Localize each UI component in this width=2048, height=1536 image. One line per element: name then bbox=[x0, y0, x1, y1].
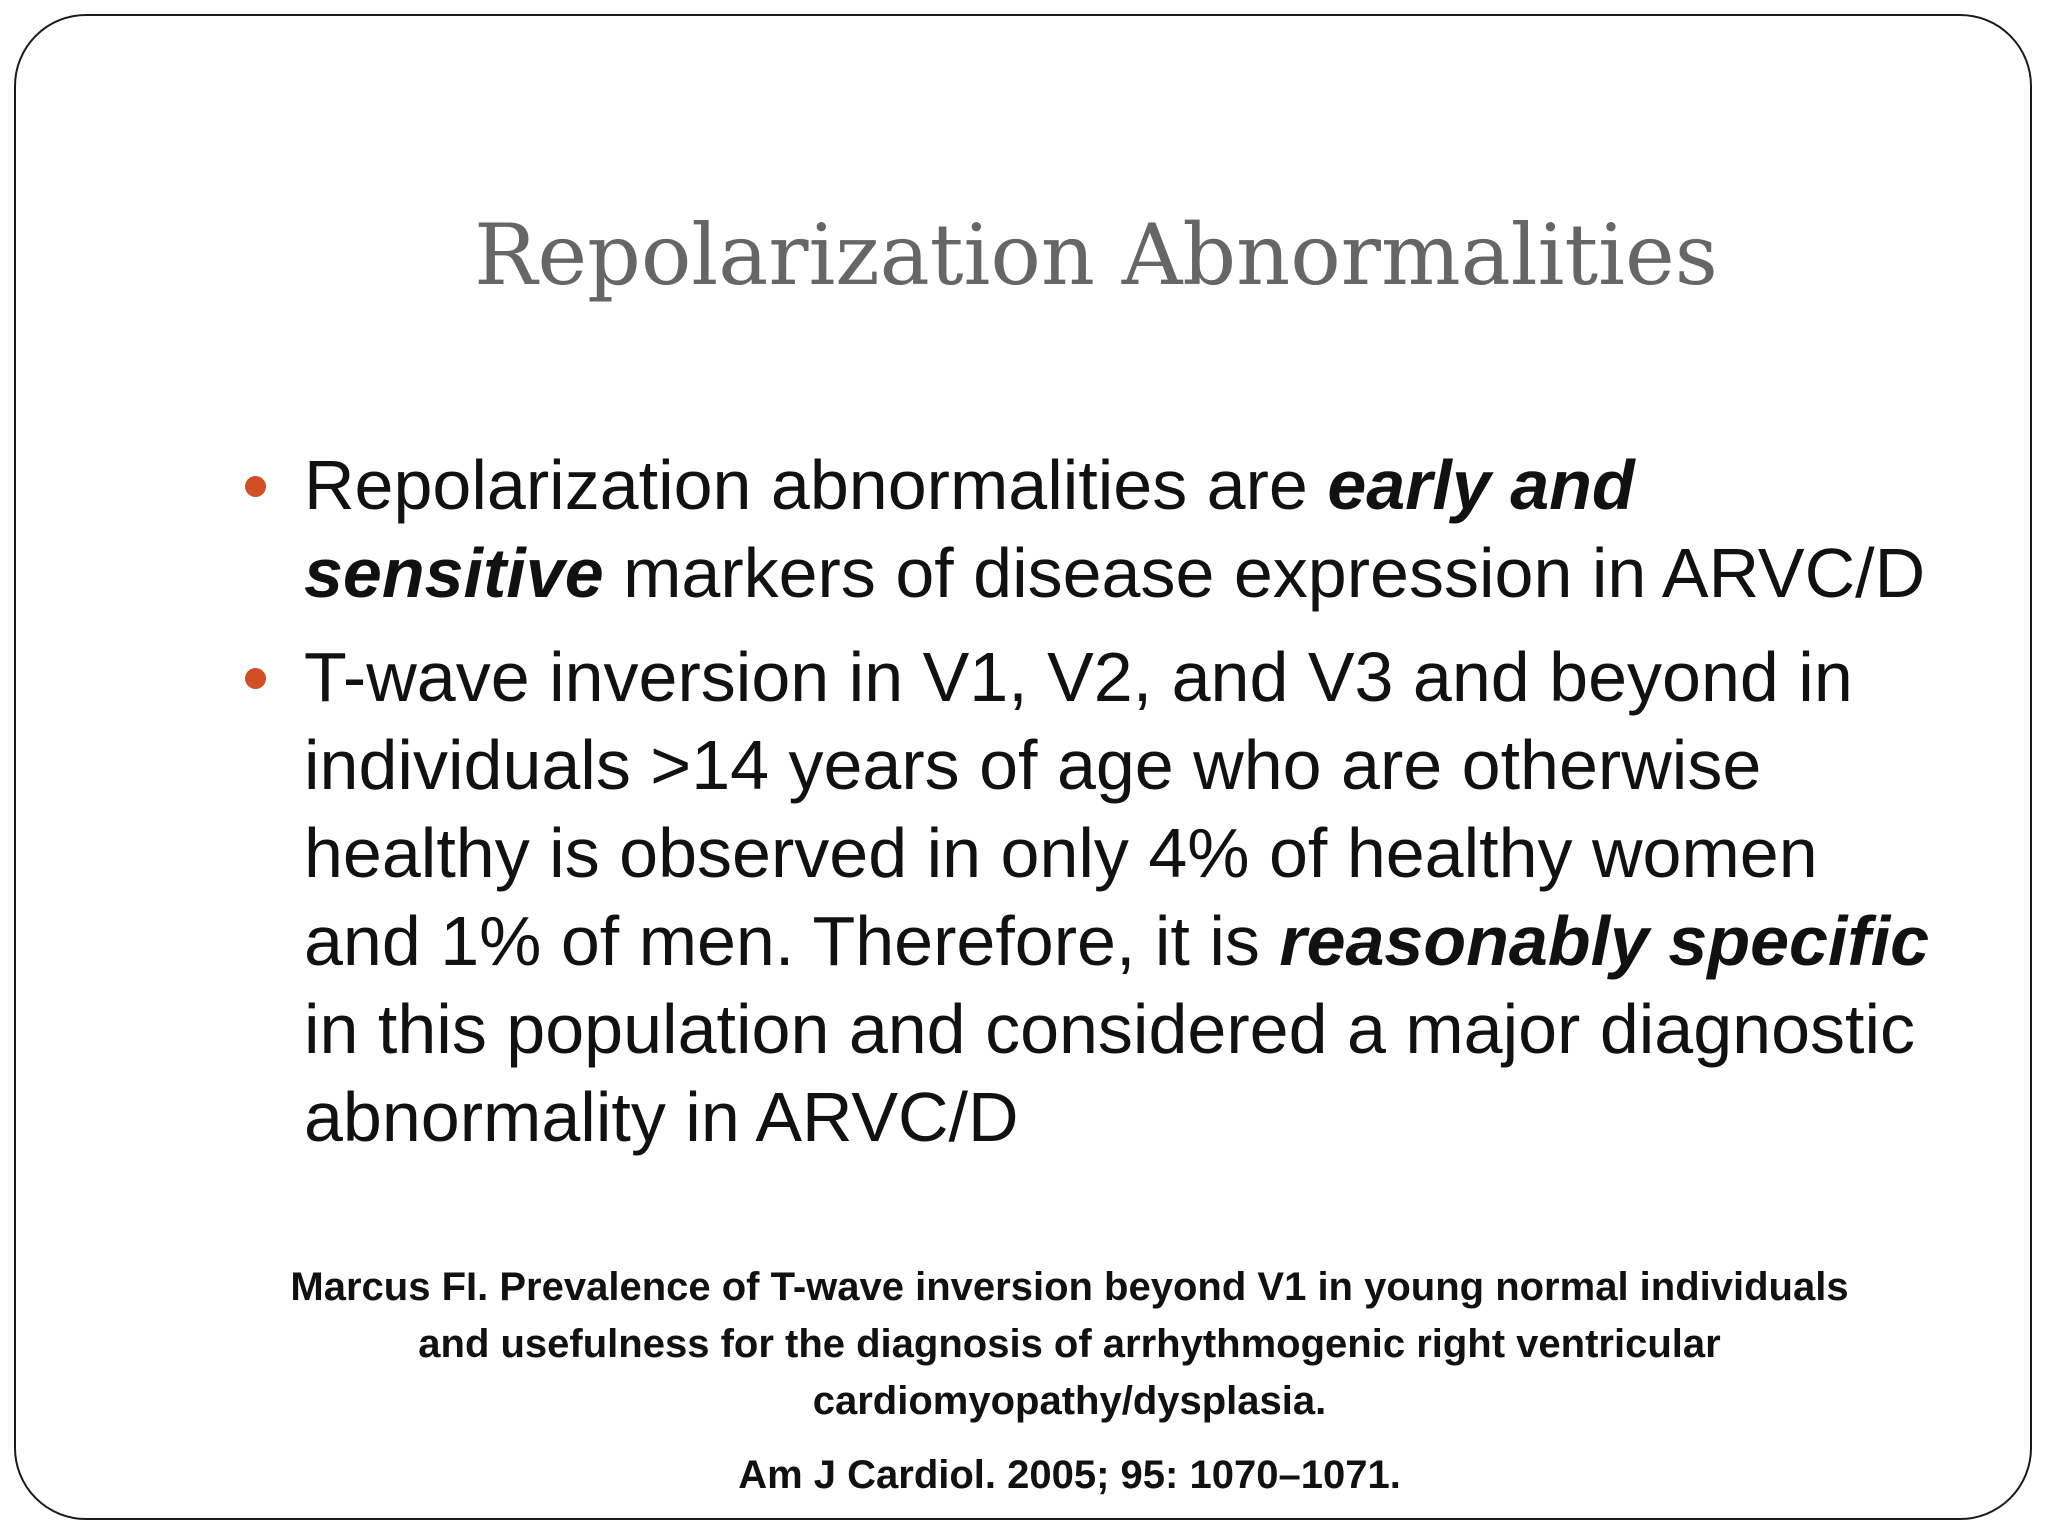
bullet-emphasis: reasonably specific bbox=[1279, 902, 1930, 980]
bullet-text: in this population and considered a major diagnostic abnormality in ARVC/D bbox=[304, 990, 1916, 1156]
citation-journal: Am J Cardiol. 2005; 95: 1070–1071. bbox=[738, 1453, 1401, 1497]
citation bbox=[156, 1259, 1983, 1504]
bullet-list bbox=[304, 441, 1944, 1177]
bullet-text: markers of disease expression in ARVC/D bbox=[603, 534, 1926, 612]
bullet-item bbox=[304, 633, 1944, 1161]
slide-frame bbox=[14, 14, 2032, 1520]
citation-line: Marcus FI. Prevalence of T-wave inversion beyond V1 in young normal individuals bbox=[290, 1265, 1849, 1309]
slide-title: Repolarization Abnormalities bbox=[474, 206, 1718, 304]
bullet-text: Repolarization abnormalities are bbox=[304, 446, 1328, 524]
citation-line: cardiomyopathy/dysplasia. bbox=[812, 1379, 1327, 1423]
citation-line: and usefulness for the diagnosis of arrhythmogenic right ventricular bbox=[418, 1322, 1721, 1366]
bullet-text: T-wave inversion in V1, V2, and V3 and beyond in individuals >14 years of age who are otherwise healthy is observed in only 4% of healthy women and 1% of men. Therefore, it is bbox=[304, 638, 1853, 980]
bullet-item bbox=[304, 441, 1944, 617]
bullet-dot-icon bbox=[245, 668, 266, 689]
bullet-dot-icon bbox=[245, 476, 266, 497]
bullet-emphasis: early and sensitive bbox=[304, 446, 1635, 612]
